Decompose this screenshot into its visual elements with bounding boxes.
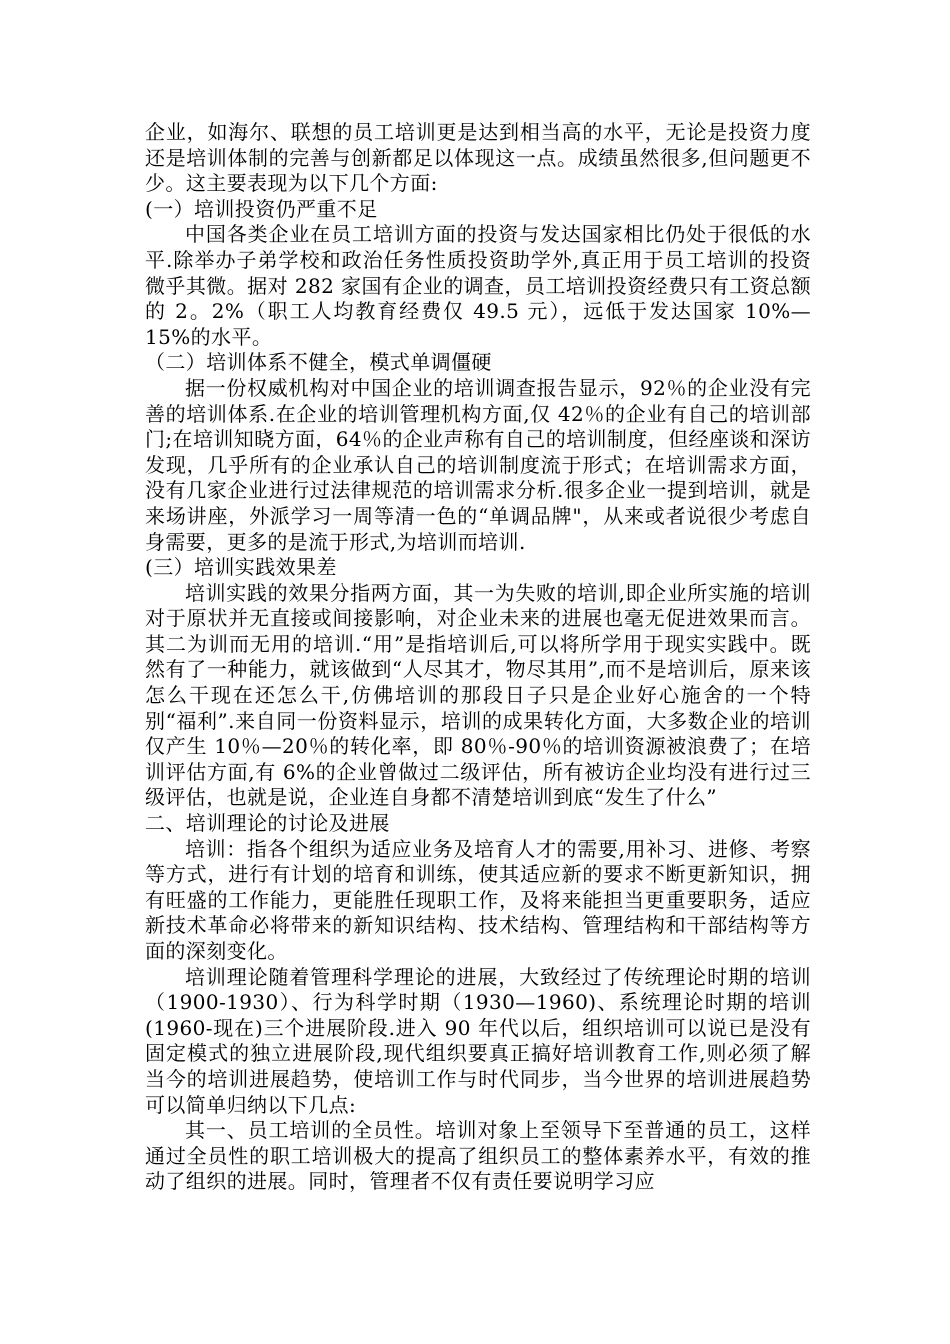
section-heading-3: (三）培训实践效果差 bbox=[145, 555, 337, 580]
section-heading-1: (一）培训投资仍严重不足 bbox=[145, 196, 378, 221]
paragraph-investment: 中国各类企业在员工培训方面的投资与发达国家相比仍处于很低的水平.除举办子弟学校和政治任务性质投资助学外,真正用于员工培训的投资微乎其微。据对 282 家国有企业的调查，员工培训投资经费只有工资总额的 2。2%（职工人均教育经费仅 49.5 元），远低于发达国家 10%—15%的水平。 bbox=[145, 222, 811, 349]
document-page bbox=[145, 120, 811, 1195]
section-heading-2: （二）培训体系不健全，模式单调僵硬 bbox=[145, 350, 492, 375]
paragraph-trend-one: 其一、员工培训的全员性。培训对象上至领导下至普通的员工，这样通过全员性的职工培训极大的提高了组织员工的整体素养水平，有效的推动了组织的进展。同时，管理者不仅有责任要说明学习应 bbox=[145, 1118, 811, 1194]
paragraph-training-system: 据一份权威机构对中国企业的培训调查报告显示，92％的企业没有完善的培训体系.在企业的培训管理机构方面,仅 42％的企业有自己的培训部门;在培训知晓方面，64％的企业声称有自己的培训制度，但经座谈和深访发现，几乎所有的企业承认自己的培训制度流于形式；在培训需求方面，没有几家企业进行过法律规范的培训需求分析.很多企业一提到培训，就是来场讲座，外派学习一周等清一色的“单调品牌"，从来或者说很少考虑自身需要，更多的是流于形式,为培训而培训. bbox=[145, 375, 811, 554]
paragraph-intro-continuation: 企业，如海尔、联想的员工培训更是达到相当高的水平，无论是投资力度还是培训体制的完善与创新都足以体现这一点。成绩虽然很多,但问题更不少。这主要表现为以下几个方面: bbox=[145, 120, 811, 196]
paragraph-training-definition: 培训：指各个组织为适应业务及培育人才的需要,用补习、进修、考察等方式，进行有计划的培育和训练，使其适应新的要求不断更新知识，拥有旺盛的工作能力，更能胜任现职工作，及将来能担当更重要职务，适应新技术革命必将带来的新知识结构、技术结构、管理结构和干部结构等方面的深刻变化。 bbox=[145, 836, 811, 963]
paragraph-training-theory: 培训理论随着管理科学理论的进展，大致经过了传统理论时期的培训（1900-1930）、行为科学时期（1930—1960)、系统理论时期的培训(1960-现在)三个进展阶段.进入 90 年代以后，组织培训可以说已是没有固定模式的独立进展阶段,现代组织要真正搞好培训教育工作,则必须了解当今的培训进展趋势，使培训工作与时代同步，当今世界的培训进展趋势可以简单归纳以下几点: bbox=[145, 964, 811, 1117]
paragraph-practice-effect: 培训实践的效果分指两方面，其一为失败的培训,即企业所实施的培训对于原状并无直接或间接影响，对企业未来的进展也毫无促进效果而言。其二为训而无用的培训.“用”是指培训后,可以将所学用于现实实践中。既然有了一种能力，就该做到“人尽其才，物尽其用”,而不是培训后，原来该怎么干现在还怎么干,仿佛培训的那段日子只是企业好心施舍的一个特别“福利”.来自同一份资料显示，培训的成果转化方面，大多数企业的培训仅产生 10％—20％的转化率，即 80％-90％的培训资源被浪费了；在培训评估方面,有 6%的企业曾做过二级评估，所有被访企业均没有进行过三级评估，也就是说，企业连自身都不清楚培训到底“发生了什么” bbox=[145, 580, 811, 810]
chapter-heading-2: 二、培训理论的讨论及进展 bbox=[145, 811, 390, 836]
